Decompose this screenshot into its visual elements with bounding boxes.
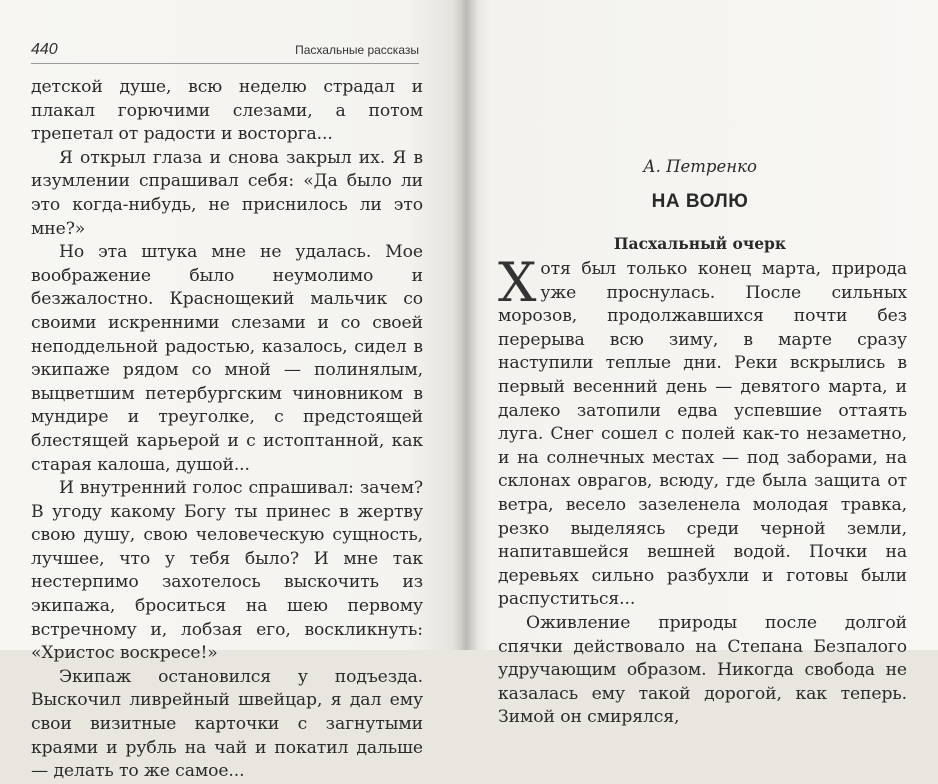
paragraph: Экипаж остановился у подъезда. Выскочил ливрейный швейцар, я дал ему свои визитные карточки с загнутыми краями и рубль на чай и покатил дальше — делать то же самое...: [31, 666, 423, 782]
first-paragraph: [498, 251, 907, 612]
paragraph: Я открыл глаза и снова закрыл их. Я в изумлении спрашивал себя: «Да было ли это когда-нибудь, не приснилось ли это мне?»: [31, 147, 423, 239]
first-paragraph-text: отя был только конец марта, природа уже проснулась. После сильных морозов, продолжавшихся почти без перерыва всю зиму, в марте сразу наступили теплые дни. Реки вскрылись в первый весенний день — девятого марта, и далеко затопили едва успевшие оттаять луга. Снег сошел с полей как-то незаметно, и на солнечных местах — под заборами, на склонах оврагов, всюду, где была защита от ветра, весело зазеленела молодая травка, резко выделяясь среди черной земли, напитавшейся вешней водой. Почки на деревьях сильно разбухли и готовы были распуститься...: [498, 259, 907, 610]
paragraph: И внутренний голос спрашивал: зачем? В угоду какому Богу ты принес в жертву свою душу, свою человеческую сущность, лучшее, что у тебя было? И мне так нестерпимо захотелось выскочить из экипажа, броситься на шею первому встречному и, лобзая его, воскликнуть: «Христос воскресе!»: [31, 478, 423, 664]
story-title: НА ВОЛЮ: [651, 191, 749, 212]
header-rule: [31, 63, 419, 64]
drop-cap: Х: [498, 251, 537, 314]
paragraph: Но эта штука мне не удалась. Мое воображение было неумолимо и безжалостно. Краснощекий мальчик со своими искренними слезами и со своей неподдельной радостью, казалось, сидел в экипаже рядом со мной — полинялым, выцветшим петербургским чиновником в мундире и треуголке, с предстоящей блестящей карьерой и с истоптанной, как старая калоша, душой...: [31, 242, 423, 475]
story-header: [462, 157, 938, 253]
paragraph: детской душе, всю неделю страдал и плакал горючими слезами, а потом трепетал от радости и восторга...: [31, 77, 423, 145]
author-name: А. Петренко: [643, 157, 757, 176]
running-title: Пасхальные рассказы: [295, 43, 419, 57]
running-head: [31, 41, 419, 59]
story-subtitle: Пасхальный очерк: [613, 234, 787, 253]
right-page: [462, 0, 938, 728]
right-body-text: [498, 251, 907, 730]
page-number: 440: [31, 41, 58, 58]
paragraph: Оживление природы после долгой спячки действовало на Степана Безпалого удручающим образом. Никогда свобода не казалась ему такой дорогой, как теперь. Зимой он смирялся,: [498, 612, 907, 728]
left-page: [0, 0, 462, 782]
left-body-text: [31, 76, 423, 784]
